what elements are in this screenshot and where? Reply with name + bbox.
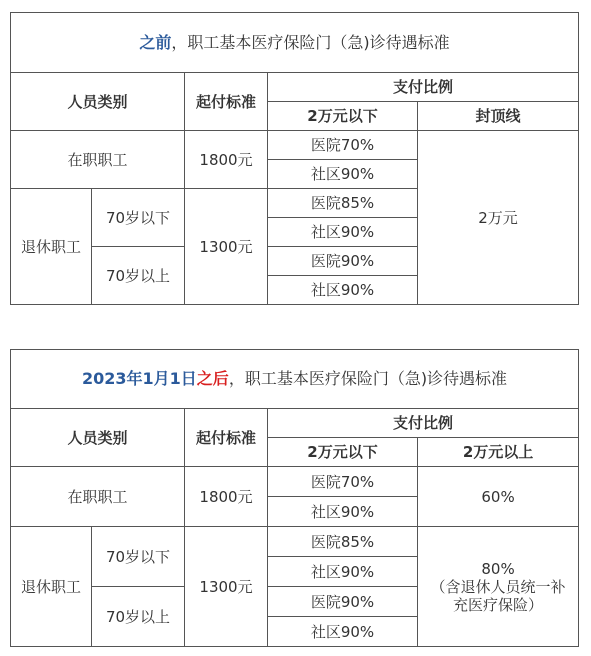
header-payment-ratio: 支付比例 [268, 409, 579, 438]
row-under-70: 70岁以下 [92, 189, 185, 247]
header-threshold: 起付标准 [185, 409, 268, 467]
title-text: ，职工基本医疗保险门（急)诊待遇标准 [228, 369, 508, 388]
under70-community: 社区90% [268, 218, 418, 247]
row-retired: 退休职工 [11, 527, 92, 647]
employed-threshold: 1800元 [185, 467, 268, 527]
retired-above-20k [418, 527, 579, 647]
employed-hospital: 医院70% [268, 131, 418, 160]
header-cap-line: 封顶线 [418, 102, 579, 131]
header-payment-ratio: 支付比例 [268, 73, 579, 102]
row-retired: 退休职工 [11, 189, 92, 305]
row-employed: 在职职工 [11, 467, 185, 527]
over70-community: 社区90% [268, 617, 418, 647]
title-prefix: 之前 [139, 32, 172, 52]
retired-above-line3: 充医疗保险） [453, 595, 544, 614]
title-after: 之后 [196, 369, 229, 388]
under70-hospital: 医院85% [268, 527, 418, 557]
header-below-20k: 2万元以下 [268, 102, 418, 131]
over70-hospital: 医院90% [268, 587, 418, 617]
employed-community: 社区90% [268, 160, 418, 189]
retired-threshold: 1300元 [185, 527, 268, 647]
employed-above-20k: 60% [418, 467, 579, 527]
retired-threshold: 1300元 [185, 189, 268, 305]
row-employed: 在职职工 [11, 131, 185, 189]
header-category: 人员类别 [11, 73, 185, 131]
table-before [10, 12, 579, 305]
table-after [10, 349, 579, 647]
row-over-70: 70岁以上 [92, 587, 185, 647]
table-title [11, 350, 579, 409]
header-threshold: 起付标准 [185, 73, 268, 131]
under70-community: 社区90% [268, 557, 418, 587]
row-over-70: 70岁以上 [92, 247, 185, 305]
header-above-20k: 2万元以上 [418, 438, 579, 467]
table-title [11, 13, 579, 73]
employed-hospital: 医院70% [268, 467, 418, 497]
title-text: ，职工基本医疗保险门（急)诊待遇标准 [171, 32, 450, 52]
title-date: 2023年1月1日 [81, 369, 197, 388]
header-below-20k: 2万元以下 [268, 438, 418, 467]
header-category: 人员类别 [11, 409, 185, 467]
employed-community: 社区90% [268, 497, 418, 527]
retired-above-line2: （含退休人员统一补 [430, 577, 566, 596]
row-under-70: 70岁以下 [92, 527, 185, 587]
over70-community: 社区90% [268, 276, 418, 305]
under70-hospital: 医院85% [268, 189, 418, 218]
over70-hospital: 医院90% [268, 247, 418, 276]
cap-value: 2万元 [418, 131, 579, 305]
retired-above-line1: 80% [481, 559, 515, 578]
employed-threshold: 1800元 [185, 131, 268, 189]
